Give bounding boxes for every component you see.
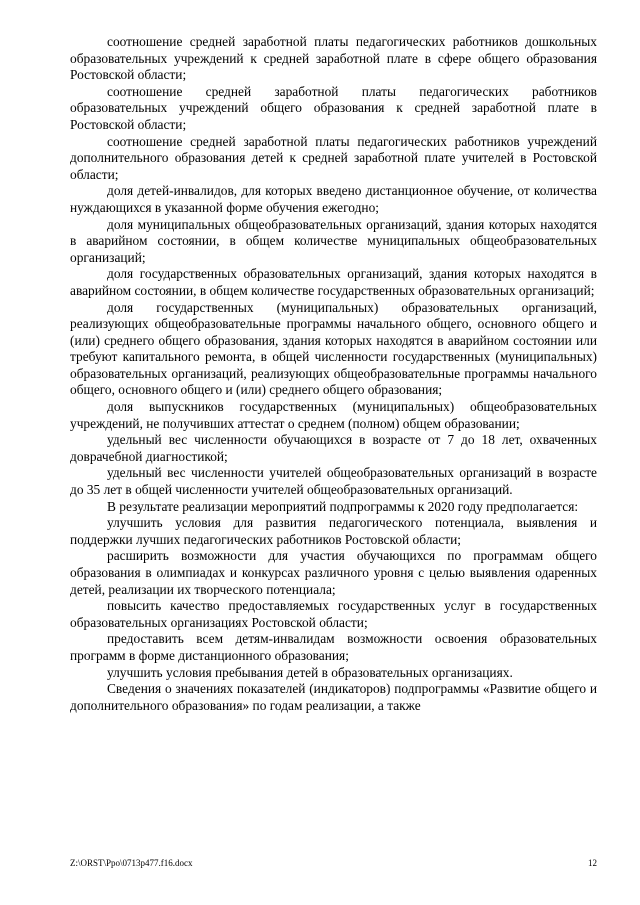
paragraph: соотношение средней заработной платы педагогических работников образовательных учреждений общего образования к средней заработной плате в Ростовской области; — [70, 83, 597, 132]
paragraph: улучшить условия для развития педагогического потенциала, выявления и поддержки лучших педагогических работников Ростовской области; — [70, 515, 597, 547]
paragraph: предоставить всем детям-инвалидам возможности освоения образовательных программ в форме дистанционного образования; — [70, 631, 597, 663]
file-path: Z:\ORST\Ppo\0713p477.f16.docx — [70, 858, 193, 868]
paragraph: расширить возможности для участия обучающихся по программам общего образования в олимпиадах и конкурсах различного уровня с целью выявления одаренных детей, реализации их творческого потенциала; — [70, 548, 597, 597]
page-number: 12 — [588, 858, 597, 868]
paragraph: доля муниципальных общеобразовательных организаций, здания которых находятся в аварийном состоянии, в общем количестве муниципальных общеобразовательных организаций; — [70, 216, 597, 265]
paragraph: соотношение средней заработной платы педагогических работников учреждений дополнительного образования детей к средней заработной плате учителей в Ростовской области; — [70, 133, 597, 182]
paragraph: удельный вес численности обучающихся в возрасте от 7 до 18 лет, охваченных доврачебной диагностикой; — [70, 432, 597, 464]
paragraph: В результате реализации мероприятий подпрограммы к 2020 году предполагается: — [107, 498, 579, 514]
paragraph: Сведения о значениях показателей (индикаторов) подпрограммы «Развитие общего и дополнительного образования» по годам реализации, а также — [70, 681, 597, 713]
body-text — [70, 34, 597, 714]
paragraph: доля государственных (муниципальных) образовательных организаций, реализующих общеобразовательные программы начального общего, основного общего и (или) среднего общего образования, здания которых находятся в аварийном состоянии или требуют капитального ремонта, в общей численности государственных (муниципальных) образовательных организаций, реализующих общеобразовательные программы начального общего, основного общего и (или) среднего общего образования; — [70, 299, 597, 398]
paragraph: повысить качество предоставляемых государственных услуг в государственных образовательных организациях Ростовской области; — [70, 598, 597, 630]
paragraph: доля выпускников государственных (муниципальных) общеобразовательных учреждений, не получивших аттестат о среднем (полном) общем образовании; — [70, 399, 597, 431]
paragraph: доля государственных образовательных организаций, здания которых находятся в аварийном состоянии, в общем количестве государственных образовательных организаций; — [70, 266, 597, 298]
paragraph: удельный вес численности учителей общеобразовательных организаций в возрасте до 35 лет в общей численности учителей общеобразовательных организаций. — [70, 465, 597, 498]
paragraph: доля детей-инвалидов, для которых введено дистанционное обучение, от количества нуждающихся в указанной форме обучения ежегодно; — [70, 183, 597, 215]
paragraph: соотношение средней заработной платы педагогических работников дошкольных образовательных учреждений к средней заработной плате в сфере общего образования Ростовской области; — [70, 34, 597, 83]
paragraph: улучшить условия пребывания детей в образовательных организациях. — [107, 664, 513, 680]
